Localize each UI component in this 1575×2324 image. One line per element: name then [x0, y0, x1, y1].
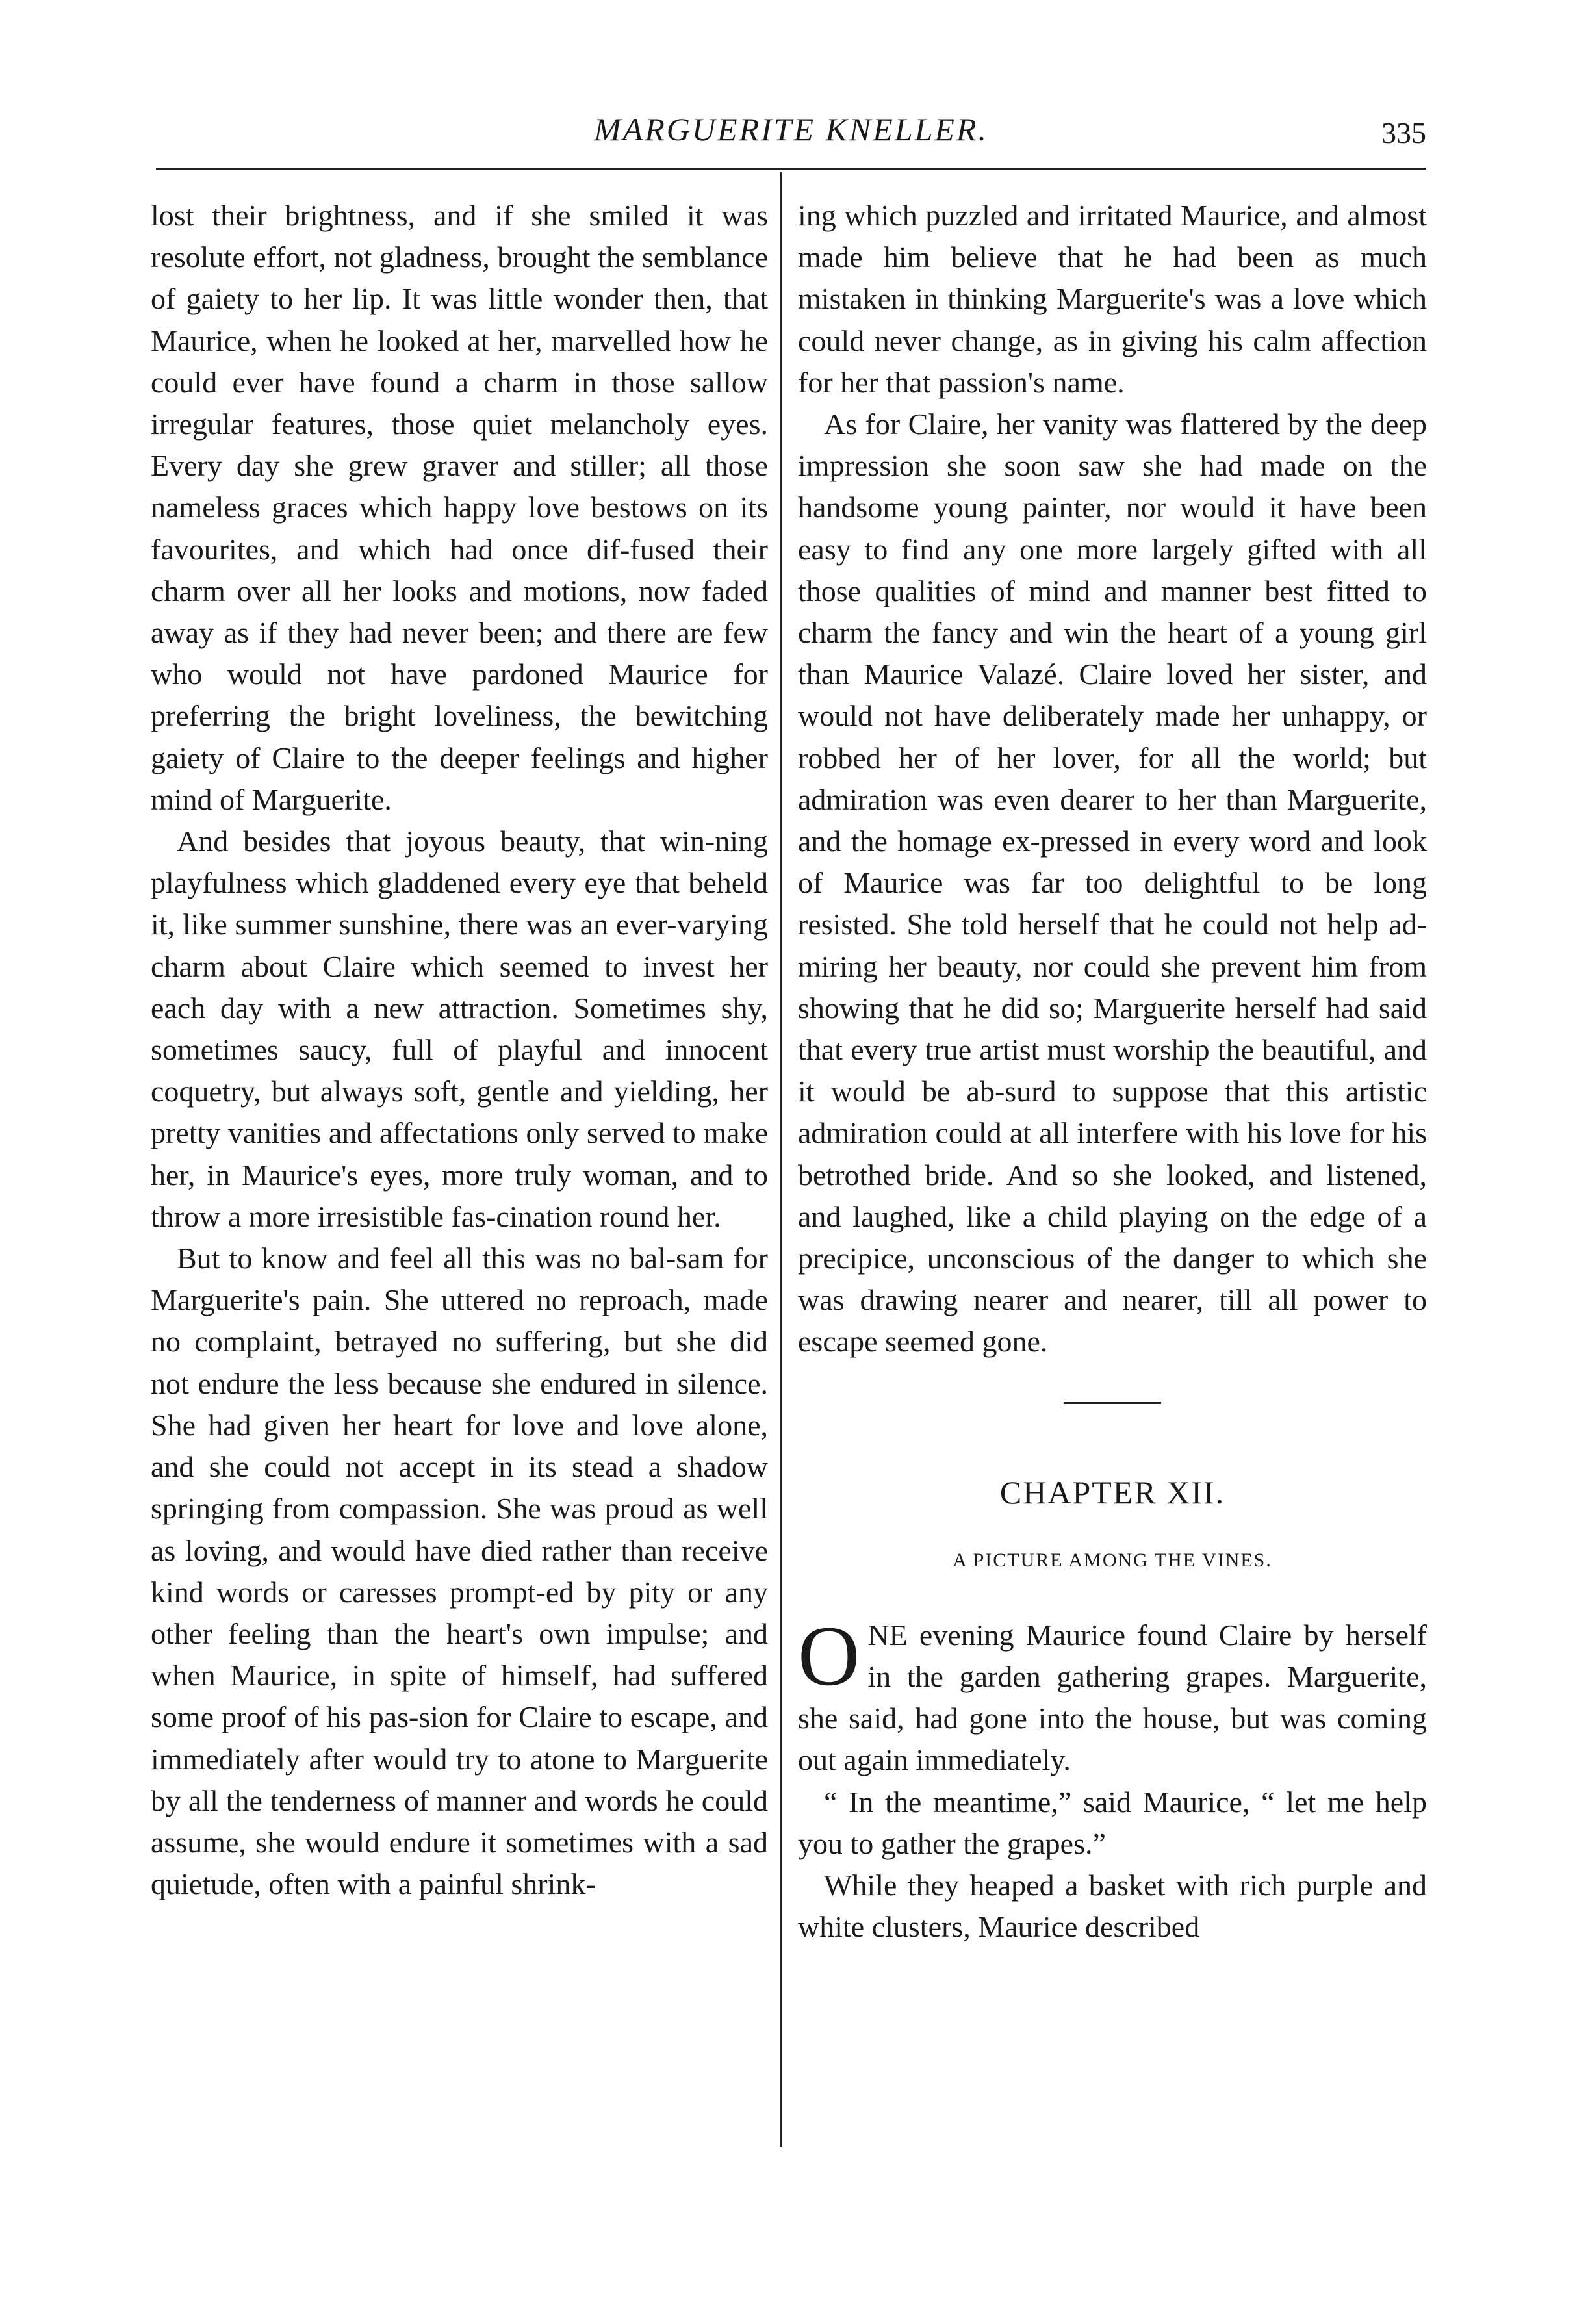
column-divider [780, 172, 782, 2147]
header-rule [156, 168, 1426, 170]
section-divider-rule [1064, 1402, 1161, 1404]
opening-word-rest: NE [867, 1618, 908, 1652]
paragraph: “ In the meantime,” said Maurice, “ let me help you to gather the grapes.” [798, 1785, 1427, 1860]
paragraph: But to know and feel all this was no bal-sam for Marguerite's pain. She uttered no reproach, made no complaint, betrayed no suffering, but she did not endure the less because she endured in silence. She had given her heart for love and love alone, and she could not accept in its stead a shadow springing from compassion. She was proud as well as loving, and would have died rather than receive kind words or caresses prompt-ed by pity or any other feeling than the heart's own impulse; and when Maurice, in spite of himself, had suffered some proof of his pas-sion for Claire to escape, and immediately after would try to atone to Marguerite by all the tenderness of manner and words he could assume, she would endure it sometimes with a sad quietude, often with a painful shrink- [151, 1242, 768, 1901]
chapter-heading: CHAPTER XII. [999, 1474, 1225, 1511]
paragraph: ing which puzzled and irritated Maurice, and almost made him believe that he had been as much mistaken in thinking Marguerite's was a love which could never change, as in giving his calm affection for her that passion's name. [798, 199, 1427, 399]
left-column [151, 195, 768, 1905]
right-column [798, 195, 1427, 1948]
drop-cap: O [798, 1607, 860, 1704]
running-head [156, 110, 1426, 156]
paragraph: While they heaped a basket with rich purple and white clusters, Maurice described [798, 1868, 1427, 1944]
paragraph: As for Claire, her vanity was flattered by the deep impression she soon saw she had made on the handsome young painter, nor would it have been easy to find any one more largely gifted with all those qualities of mind and manner best fitted to charm the fancy and win the heart of a young girl than Maurice Valazé. Claire loved her sister, and would not have deliberately made her unhappy, or robbed her of her lover, for all the world; but admiration was even dearer to her than Marguerite, and the homage ex-pressed in every word and look of Maurice was far too delightful to be long resisted. She told herself that he could not help ad-miring her beauty, nor could she prevent him from showing that he did so; Marguerite herself had said that every true artist must worship the beautiful, and it would be ab-surd to suppose that this artistic admiration could at all interfere with his love for his betrothed bride. And so she looked, and listened, and laughed, like a child playing on the edge of a precipice, unconscious of the danger to which she was drawing nearer and nearer, till all power to escape seemed gone. [798, 407, 1427, 1359]
opening-paragraph-text: evening Maurice found Claire by herself in the garden gathering grapes. Marguerite, she said, had gone into the house, but was coming out again immediately. [798, 1618, 1427, 1777]
chapter-subheading: A PICTURE AMONG THE VINES. [953, 1549, 1272, 1571]
paragraph: And besides that joyous beauty, that win-ning playfulness which gladdened every eye that beheld it, like summer sunshine, there was an ever-varying charm about Claire which seemed to invest her each day with a new attraction. Sometimes shy, sometimes saucy, full of playful and innocent coquetry, but always soft, gentle and yielding, her pretty vanities and affectations only served to make her, in Maurice's eyes, more truly woman, and to throw a more irresistible fas-cination round her. [151, 824, 768, 1233]
running-title: MARGUERITE KNELLER. [594, 111, 988, 147]
paragraph: lost their brightness, and if she smiled it was resolute effort, not gladness, brought the semblance of gaiety to her lip. It was little wonder then, that Maurice, when he looked at her, marvelled how he could ever have found a charm in those sallow irregular features, those quiet melancholy eyes. Every day she grew graver and stiller; all those nameless graces which happy love bestows on its favourites, and which had once dif-fused their charm over all her looks and motions, now faded away as if they had never been; and there are few who would not have pardoned Maurice for preferring the bright loveliness, the bewitching gaiety of Claire to the deeper feelings and higher mind of Marguerite. [151, 199, 768, 816]
page-number: 335 [1381, 116, 1426, 149]
chapter-opening-paragraph [798, 1607, 1427, 1781]
